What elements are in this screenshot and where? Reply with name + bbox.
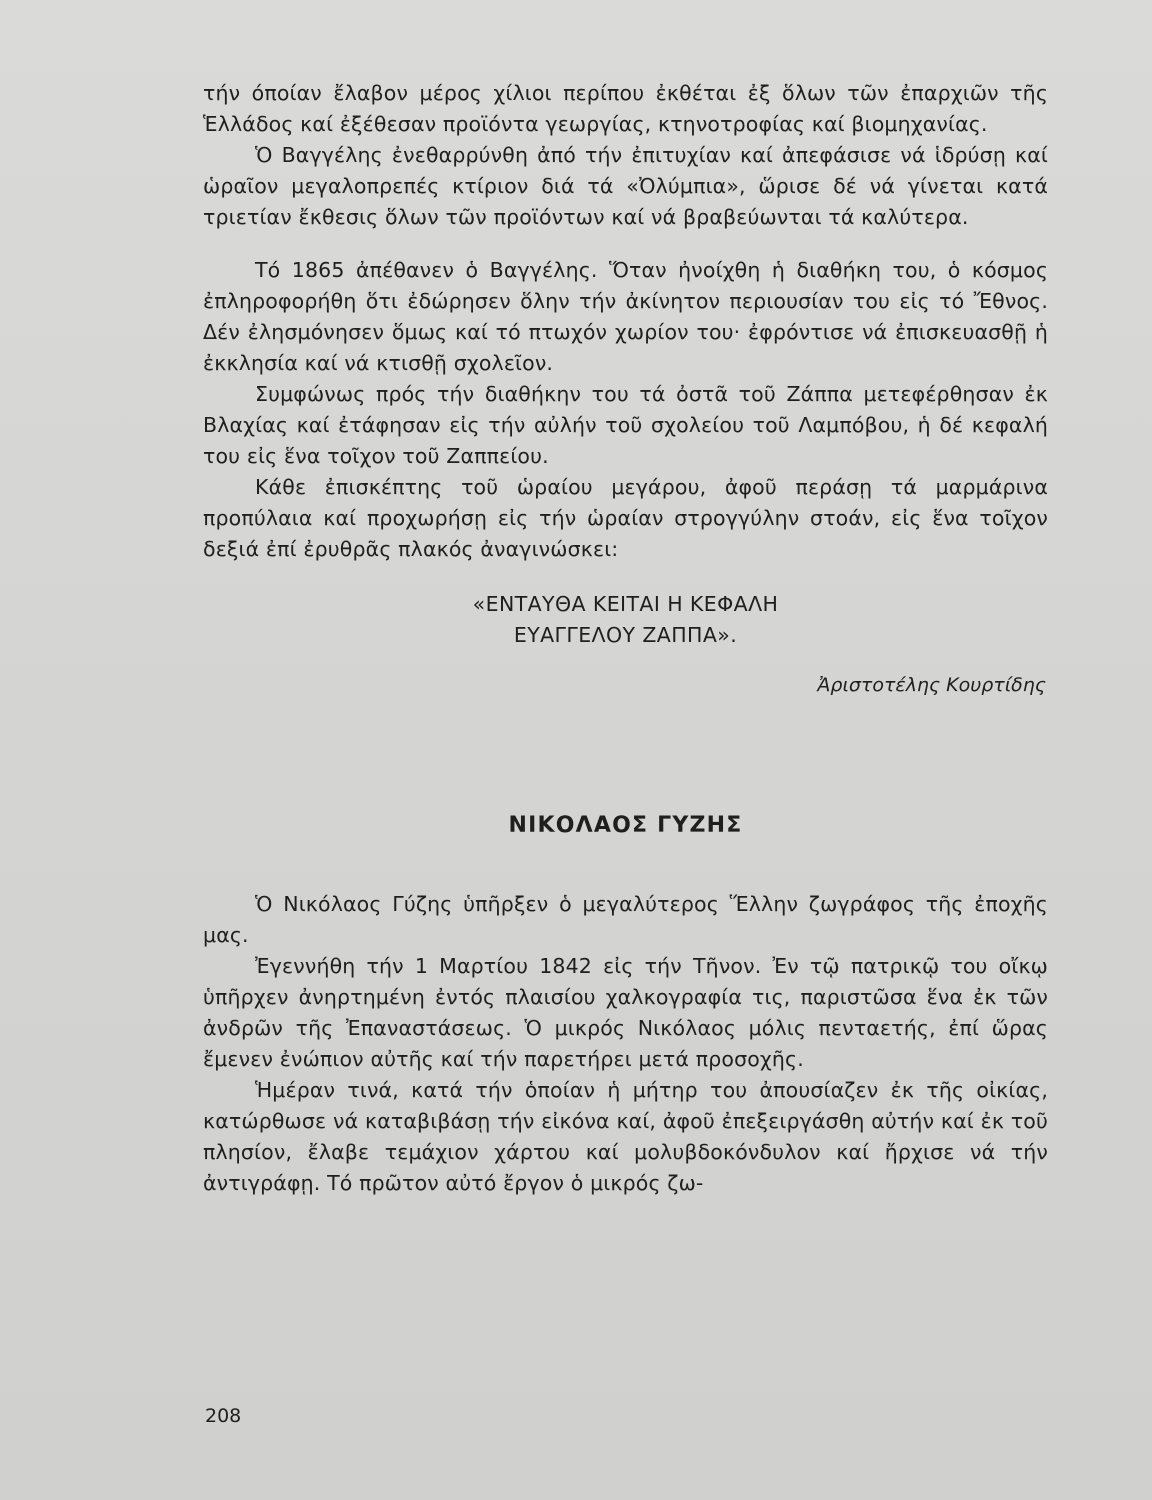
text-column — [203, 78, 1048, 1199]
inscription-quote — [203, 589, 1048, 651]
paragraph-continuation: τήν όποίαν ἔλαβον μέρος χίλιοι περίπου ἐκθέται ἐξ ὅλων τῶν ἐπαρχιῶν τῆς Ἑλλάδος καί ἐξέθεσαν προϊόντα γεωργίας, κτηνοτροφίας καί βιομηχανίας. — [203, 81, 1048, 136]
page-number: 208 — [205, 1405, 242, 1427]
paragraph-gyzis-intro: Ὁ Νικόλαος Γύζης ὑπῆρξεν ὁ μεγαλύτερος Ἕλλην ζωγράφος τῆς ἐποχῆς μας. — [203, 892, 1048, 947]
section-heading: ΝΙΚΟΛΑΟΣ ΓΥΖΗΣ — [508, 813, 743, 838]
paragraph-gyzis-drawing: Ἡμέραν τινά, κατά τήν ὁποίαν ἡ μήτηρ του ἀπουσίαζεν ἐκ τῆς οἰκίας, κατώρθωσε νά καταβιβάσῃ τήν εἰκόνα καί, ἀφοῦ ἐπεξειργάσθη αὐτήν καί ἐκ τοῦ πλησίον, ἔλαβε τεμάχιον χάρτου καί μολυβδοκόνδυλον καί ἤρχισε νά τήν ἀντιγράφῃ. Τό πρῶτον αὐτό ἔργον ὁ μικρός ζω- — [203, 1078, 1048, 1195]
paragraph-vangelis-death: Τό 1865 ἀπέθανεν ὁ Βαγγέλης. Ὅταν ἠνοίχθη ἡ διαθήκη του, ὁ κόσμος ἐπληροφορήθη ὅτι ἐδώρησεν ὅλην τήν ἀκίνητον περιουσίαν του εἰς τό Ἔθνος. Δέν ἐλησμόνησεν ὅμως καί τό πτωχόν χωρίον του· ἐφρόντισε νά ἐπισκευασθῇ ἡ ἐκκλησία καί νά κτισθῇ σχολεῖον. — [203, 258, 1048, 375]
author-signature: Ἀριστοτέλης Κουρτίδης — [817, 674, 1046, 696]
paragraph-bones-transfer: Συμφώνως πρός τήν διαθήκην του τά ὀστᾶ τοῦ Ζάππα μετεφέρθησαν ἐκ Βλαχίας καί ἐτάφησαν εἰς τήν αὐλήν τοῦ σχολείου τοῦ Λαμπόβου, ἡ δέ κεφαλή του εἰς ἕνα τοῖχον τοῦ Ζαππείου. — [203, 382, 1048, 468]
inscription-line: «ΕΝΤΑΥΘΑ ΚΕΙΤΑΙ Η ΚΕΦΑΛΗ — [472, 592, 779, 616]
paragraph-visitor: Κάθε ἐπισκέπτης τοῦ ὡραίου μεγάρου, ἀφοῦ περάσῃ τά μαρμάρινα προπύλαια καί προχωρήσῃ εἰς τήν ὡραίαν στρογγύλην στοάν, εἰς ἕνα τοῖχον δεξιά ἐπί ἐρυθρᾶς πλακός ἀναγινώσκει: — [203, 475, 1048, 561]
paragraph-vangelis-olympia: Ὁ Βαγγέλης ἐνεθαρρύνθη ἀπό τήν ἐπιτυχίαν καί ἀπεφάσισε νά ἱδρύσῃ καί ὡραῖον μεγαλοπρεπές κτίριον διά τά «Ὀλύμπια», ὥρισε δέ νά γίνεται κατά τριετίαν ἔκθεσις ὅλων τῶν προϊόντων καί νά βραβεύωνται τά καλύτερα. — [203, 143, 1048, 229]
inscription-line: ΕΥΑΓΓΕΛΟΥ ΖΑΠΠΑ». — [513, 623, 738, 647]
paragraph-gyzis-birth: Ἐγεννήθη τήν 1 Μαρτίου 1842 εἰς τήν Τῆνον. Ἐν τῷ πατρικῷ του οἴκῳ ὑπῆρχεν ἀνηρτημένη ἐντός πλαισίου χαλκογραφία τις, παριστῶσα ἕνα ἐκ τῶν ἀνδρῶν τῆς Ἐπαναστάσεως. Ὁ μικρός Νικόλαος μόλις πενταετής, ἐπί ὥρας ἔμενεν ἐνώπιον αὐτῆς καί τήν παρετήρει μετά προσοχῆς. — [203, 954, 1048, 1071]
